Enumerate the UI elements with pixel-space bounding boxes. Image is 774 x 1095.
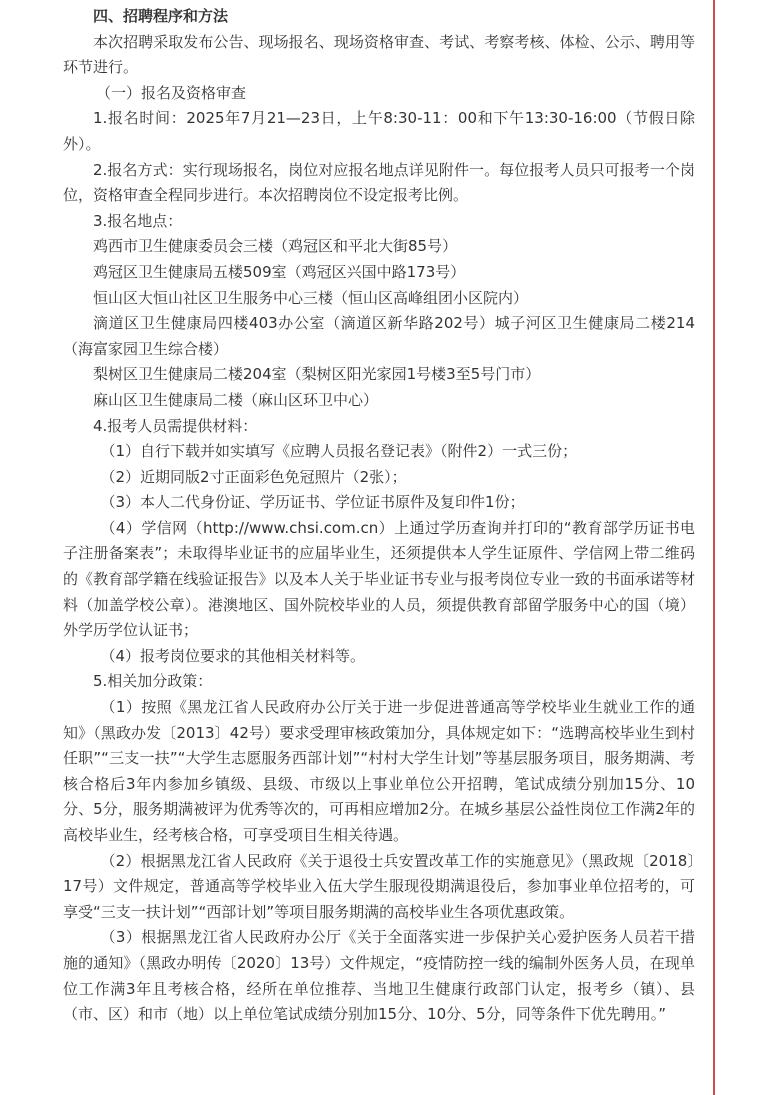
material-item: （1）自行下载并如实填写《应聘人员报名登记表》（附件2）一式三份；	[100, 442, 578, 461]
location-heading: 3.报名地点：	[93, 211, 183, 230]
article-body	[63, 4, 695, 1028]
policy-item: （3）根据黑龙江省人民政府办公厅《关于全面落实进一步保护关心爱护医务人员若干措施的通知》（黑政办明传〔2020〕13号）文件规定，“疫情防控一线的编制外医务人员，在现单位工作满3年且考核合格，经所在单位推荐、当地卫生健康行政部门认定，报考乡（镇）、县（市、区）和市（地）以上单位笔试成绩分别加15分、10分、5分，同等条件下优先聘用。”	[63, 928, 695, 1024]
policy-item: （1）按照《黑龙江省人民政府办公厅关于进一步促进普通高等学校毕业生就业工作的通知》（黑政办发〔2013〕42号）要求受理审核政策加分，具体规定如下：“选聘高校毕业生到村任职”“三支一扶”“大学生志愿服务西部计划”“村村大学生计划”等基层服务项目，服务期满、考核合格后3年内参加乡镇级、县级、市级以上事业单位公开招聘，笔试成绩分别加15分、10分、5分，服务期满被评为优秀等次的，可再相应增加2分。在城乡基层公益性岗位工作满2年的高校毕业生，经考核合格，可享受项目生相关待遇。	[63, 698, 695, 844]
location-item: 鸡冠区卫生健康局五楼509室（鸡冠区兴国中路173号）	[93, 262, 466, 281]
registration-method: 2.报名方式：实行现场报名，岗位对应报名地点详见附件一。每位报考人员只可报考一个岗位，资格审查全程同步进行。本次招聘岗位不设定报考比例。	[63, 160, 695, 205]
material-item: （4）报考岗位要求的其他相关材料等。	[100, 646, 366, 665]
material-item: （2）近期同版2寸正面彩色免冠照片（2张）；	[100, 467, 407, 486]
intro-paragraph: 本次招聘采取发布公告、现场报名、现场资格审查、考试、考察考核、体检、公示、聘用等环节进行。	[63, 32, 695, 77]
location-item: 恒山区大恒山社区卫生服务中心三楼（恒山区高峰组团小区院内）	[93, 288, 529, 307]
location-item: 麻山区卫生健康局二楼（麻山区环卫中心）	[93, 390, 379, 409]
materials-heading: 4.报考人员需提供材料：	[93, 416, 258, 435]
policy-heading: 5.相关加分政策：	[93, 672, 213, 691]
material-item: （3）本人二代身份证、学历证书、学位证书原件及复印件1份；	[100, 493, 525, 512]
location-item: 鸡西市卫生健康委员会三楼（鸡冠区和平北大街85号）	[93, 237, 458, 256]
registration-time: 1.报名时间：2025年7月21—23日，上午8:30-11：00和下午13:30-16:00（节假日除外）。	[63, 109, 695, 153]
page-border	[713, 0, 715, 1095]
policy-item: （2）根据黑龙江省人民政府《关于退役士兵安置改革工作的实施意见》（黑政规〔2018〕17号）文件规定，普通高等学校毕业入伍大学生服现役期满退役后，参加事业单位招考的，可享受“三支一扶计划”“西部计划”等项目服务期满的高校毕业生各项优惠政策。	[63, 851, 695, 921]
subsection-title: （一）报名及资格审查	[96, 83, 247, 102]
material-item: （4）学信网（http://www.chsi.com.cn）上通过学历查询并打印的“教育部学历证书电子注册备案表”；未取得毕业证书的应届毕业生，还须提供本人学生证原件、学信网上带二维码的《教育部学籍在线验证报告》以及本人关于毕业证书专业与报考岗位专业一致的书面承诺等材料（加盖学校公章）。港澳地区、国外院校毕业的人员，须提供教育部留学服务中心的国（境）外学历学位认证书；	[63, 518, 695, 640]
section-title: 四、招聘程序和方法	[93, 7, 229, 25]
location-item: 滴道区卫生健康局四楼403办公室（滴道区新华路202号）城子河区卫生健康局二楼214（海富家园卫生综合楼）	[63, 314, 695, 358]
location-item: 梨树区卫生健康局二楼204室（梨树区阳光家园1号楼3至5号门市）	[93, 365, 541, 384]
